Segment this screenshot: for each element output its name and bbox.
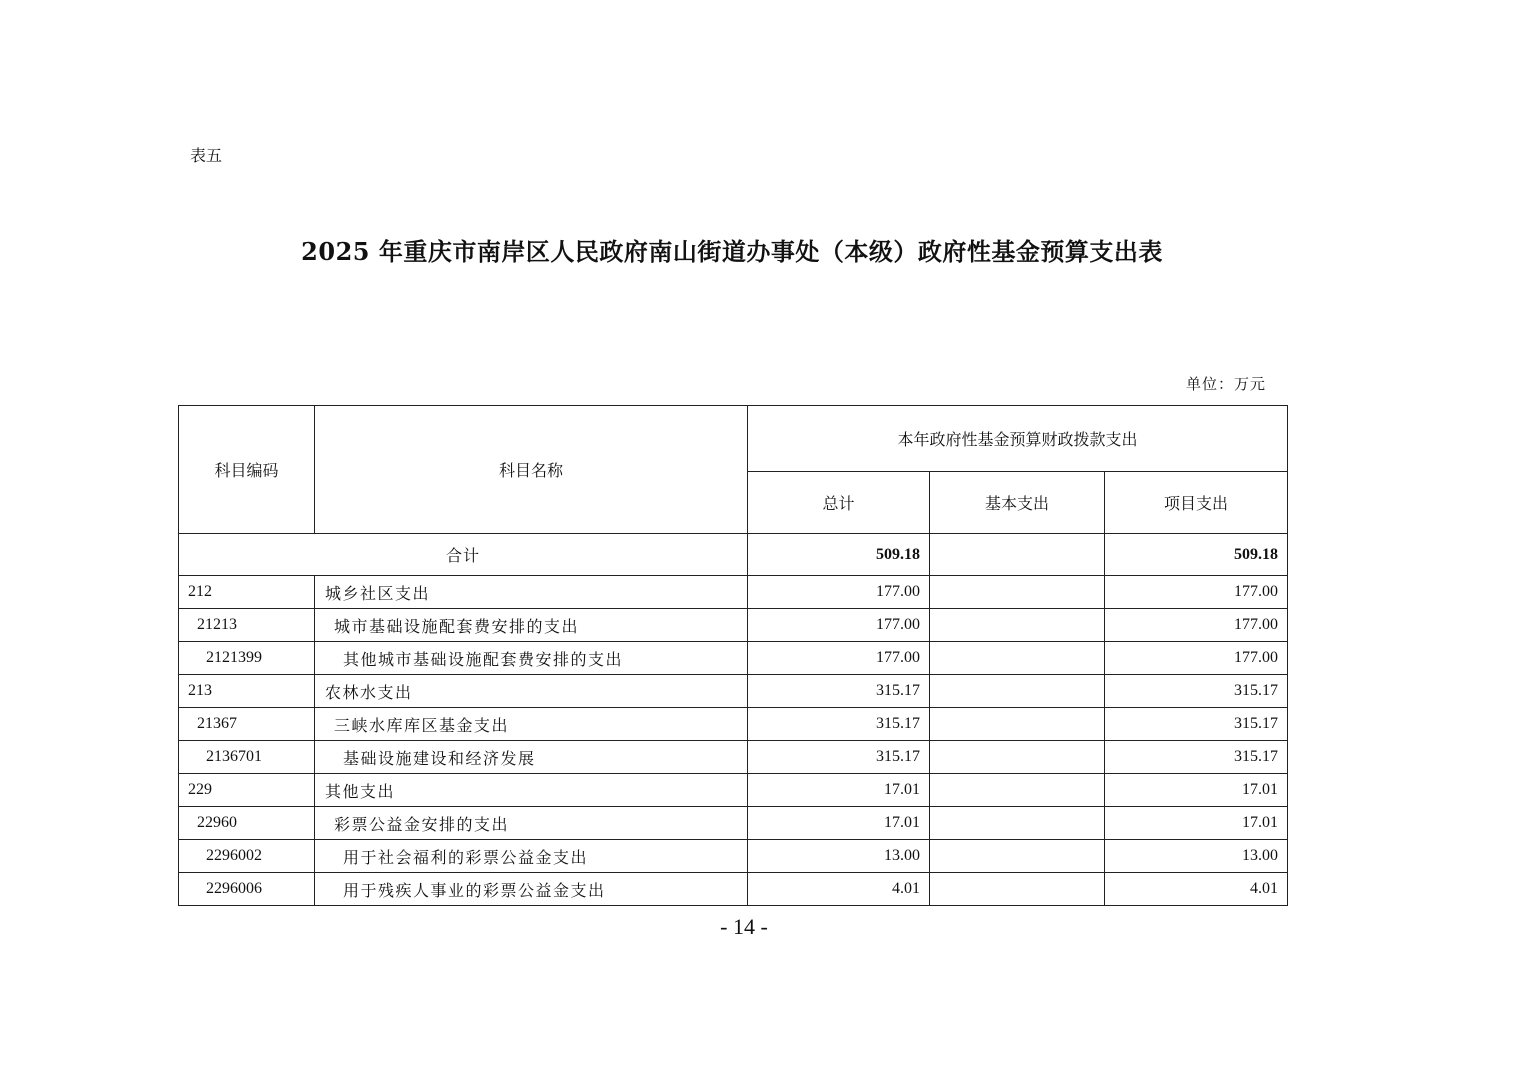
summary-project: 509.18 (1105, 534, 1288, 576)
table-row (179, 576, 1288, 609)
row-project: 177.00 (1105, 642, 1288, 675)
table-row (179, 675, 1288, 708)
row-total: 177.00 (748, 642, 930, 675)
row-basic (930, 576, 1105, 609)
row-basic (930, 840, 1105, 873)
table-row (179, 840, 1288, 873)
row-basic (930, 741, 1105, 774)
row-code: 22960 (179, 807, 315, 840)
unit-note: 单位：万元 (1186, 375, 1267, 393)
row-name: 城乡社区支出 (315, 576, 748, 609)
row-total: 13.00 (748, 840, 930, 873)
page-title: 2025 年重庆市南岸区人民政府南山街道办事处（本级）政府性基金预算支出表 (301, 237, 1163, 266)
row-code: 2136701 (179, 741, 315, 774)
row-basic (930, 675, 1105, 708)
summary-total: 509.18 (748, 534, 930, 576)
table-row (179, 741, 1288, 774)
row-code: 213 (179, 675, 315, 708)
page-number: - 14 - (720, 914, 768, 939)
header-code: 科目编码 (179, 406, 315, 534)
budget-table (178, 405, 1288, 906)
table-label: 表五 (190, 146, 223, 165)
table-row (179, 609, 1288, 642)
row-project: 17.01 (1105, 774, 1288, 807)
row-code: 2296002 (179, 840, 315, 873)
row-basic (930, 609, 1105, 642)
row-total: 315.17 (748, 741, 930, 774)
row-total: 4.01 (748, 873, 930, 906)
row-name: 农林水支出 (315, 675, 748, 708)
row-name: 彩票公益金安排的支出 (315, 807, 748, 840)
row-total: 315.17 (748, 708, 930, 741)
row-code: 229 (179, 774, 315, 807)
summary-basic (930, 534, 1105, 576)
row-basic (930, 774, 1105, 807)
row-name: 城市基础设施配套费安排的支出 (315, 609, 748, 642)
row-code: 21213 (179, 609, 315, 642)
row-basic (930, 708, 1105, 741)
row-name: 用于社会福利的彩票公益金支出 (315, 840, 748, 873)
row-total: 177.00 (748, 576, 930, 609)
row-total: 17.01 (748, 774, 930, 807)
header-project: 项目支出 (1105, 472, 1288, 534)
row-project: 315.17 (1105, 708, 1288, 741)
row-name: 其他城市基础设施配套费安排的支出 (315, 642, 748, 675)
row-project: 4.01 (1105, 873, 1288, 906)
header-name: 科目名称 (315, 406, 748, 534)
row-total: 17.01 (748, 807, 930, 840)
row-basic (930, 873, 1105, 906)
header-group: 本年政府性基金预算财政拨款支出 (748, 406, 1288, 472)
row-code: 2296006 (179, 873, 315, 906)
row-name: 基础设施建设和经济发展 (315, 741, 748, 774)
row-basic (930, 642, 1105, 675)
row-total: 315.17 (748, 675, 930, 708)
row-code: 21367 (179, 708, 315, 741)
header-total: 总计 (748, 472, 930, 534)
summary-row (179, 534, 1288, 576)
table-row (179, 807, 1288, 840)
row-project: 315.17 (1105, 675, 1288, 708)
header-row-1 (179, 406, 1288, 472)
header-basic: 基本支出 (930, 472, 1105, 534)
table-row (179, 642, 1288, 675)
row-total: 177.00 (748, 609, 930, 642)
row-basic (930, 807, 1105, 840)
row-project: 177.00 (1105, 576, 1288, 609)
row-project: 17.01 (1105, 807, 1288, 840)
table-row (179, 873, 1288, 906)
row-project: 13.00 (1105, 840, 1288, 873)
row-code: 212 (179, 576, 315, 609)
row-name: 三峡水库库区基金支出 (315, 708, 748, 741)
row-project: 315.17 (1105, 741, 1288, 774)
row-code: 2121399 (179, 642, 315, 675)
summary-label: 合计 (179, 534, 748, 576)
row-project: 177.00 (1105, 609, 1288, 642)
table-row (179, 708, 1288, 741)
row-name: 其他支出 (315, 774, 748, 807)
table-row (179, 774, 1288, 807)
row-name: 用于残疾人事业的彩票公益金支出 (315, 873, 748, 906)
